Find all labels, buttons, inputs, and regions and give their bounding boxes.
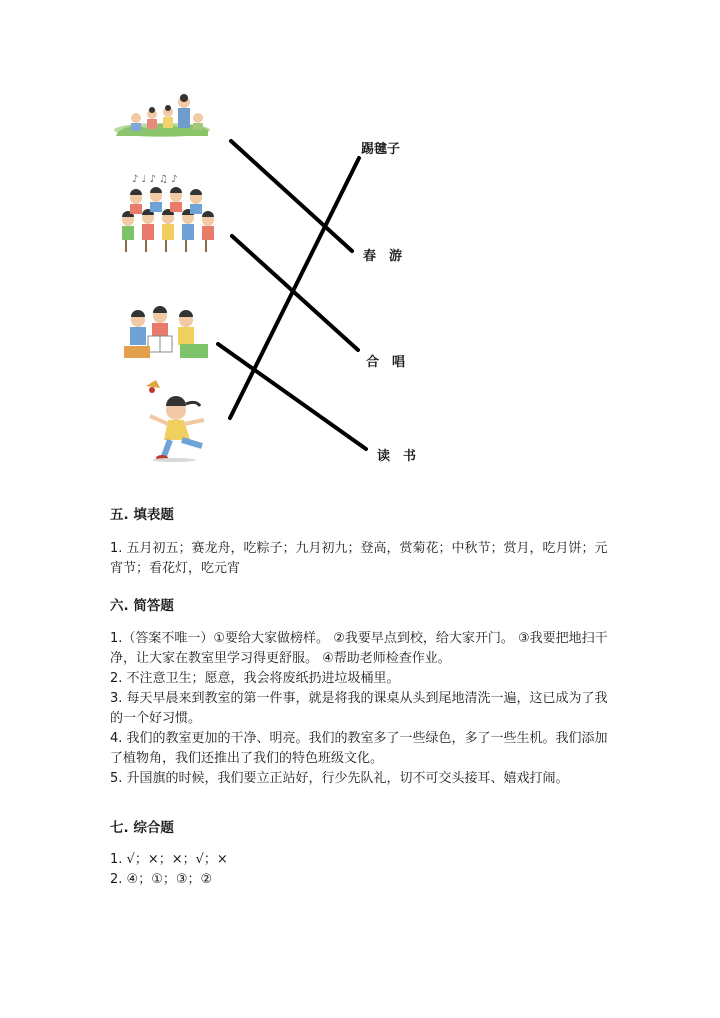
section6-line-3: 3. 每天早晨来到教室的第一件事，就是将我的课桌从头到尾地清洗一遍，这已成为了我的一个好习惯。 (110, 691, 608, 726)
line-spring-outing (231, 141, 352, 251)
section5-body (110, 539, 610, 579)
word-spring-outing: 春 游 (363, 249, 403, 264)
word-shuttlecock: 踢毽子 (361, 142, 401, 157)
section7-body (110, 850, 610, 890)
svg-text:♪ ♩ ♪ ♫ ♪: ♪ ♩ ♪ ♫ ♪ (132, 174, 178, 185)
word-reading: 读 书 (377, 449, 417, 464)
section6-title: 六. 简答题 (110, 598, 174, 614)
section5-line-1: 1. 五月初五；赛龙舟，吃粽子；九月初九；登高，赏菊花；中秋节；赏月，吃月饼；元宵节；看花灯，吃元宵 (110, 541, 608, 576)
line-choir (232, 236, 358, 350)
section6-line-1: 1.（答案不唯一）①要给大家做榜样。 ②我要早点到校，给大家开门。 ③我要把地扫干净，让大家在教室里学习得更舒服。 ④帮助老师检查作业。 (110, 631, 608, 666)
section6-line-2: 2. 不注意卫生；愿意，我会将废纸扔进垃圾桶里。 (110, 671, 400, 686)
section7-line-2: 2. ④；①；③；② (110, 872, 213, 887)
section6-body (110, 629, 610, 789)
section7-title: 七. 综合题 (110, 820, 174, 836)
section5-title: 五. 填表题 (110, 507, 174, 523)
section6-line-5: 5. 升国旗的时候，我们要立正站好，行少先队礼，切不可交头接耳、嬉戏打闹。 (110, 771, 569, 786)
word-choir: 合 唱 (366, 355, 406, 370)
section6-line-4: 4. 我们的教室更加的干净、明亮。我们的教室多了一些绿色，多了一些生机。我们添加了植物角，我们还推出了我们的特色班级文化。 (110, 731, 608, 766)
section7-line-1: 1. √；×；×；√；× (110, 852, 228, 867)
